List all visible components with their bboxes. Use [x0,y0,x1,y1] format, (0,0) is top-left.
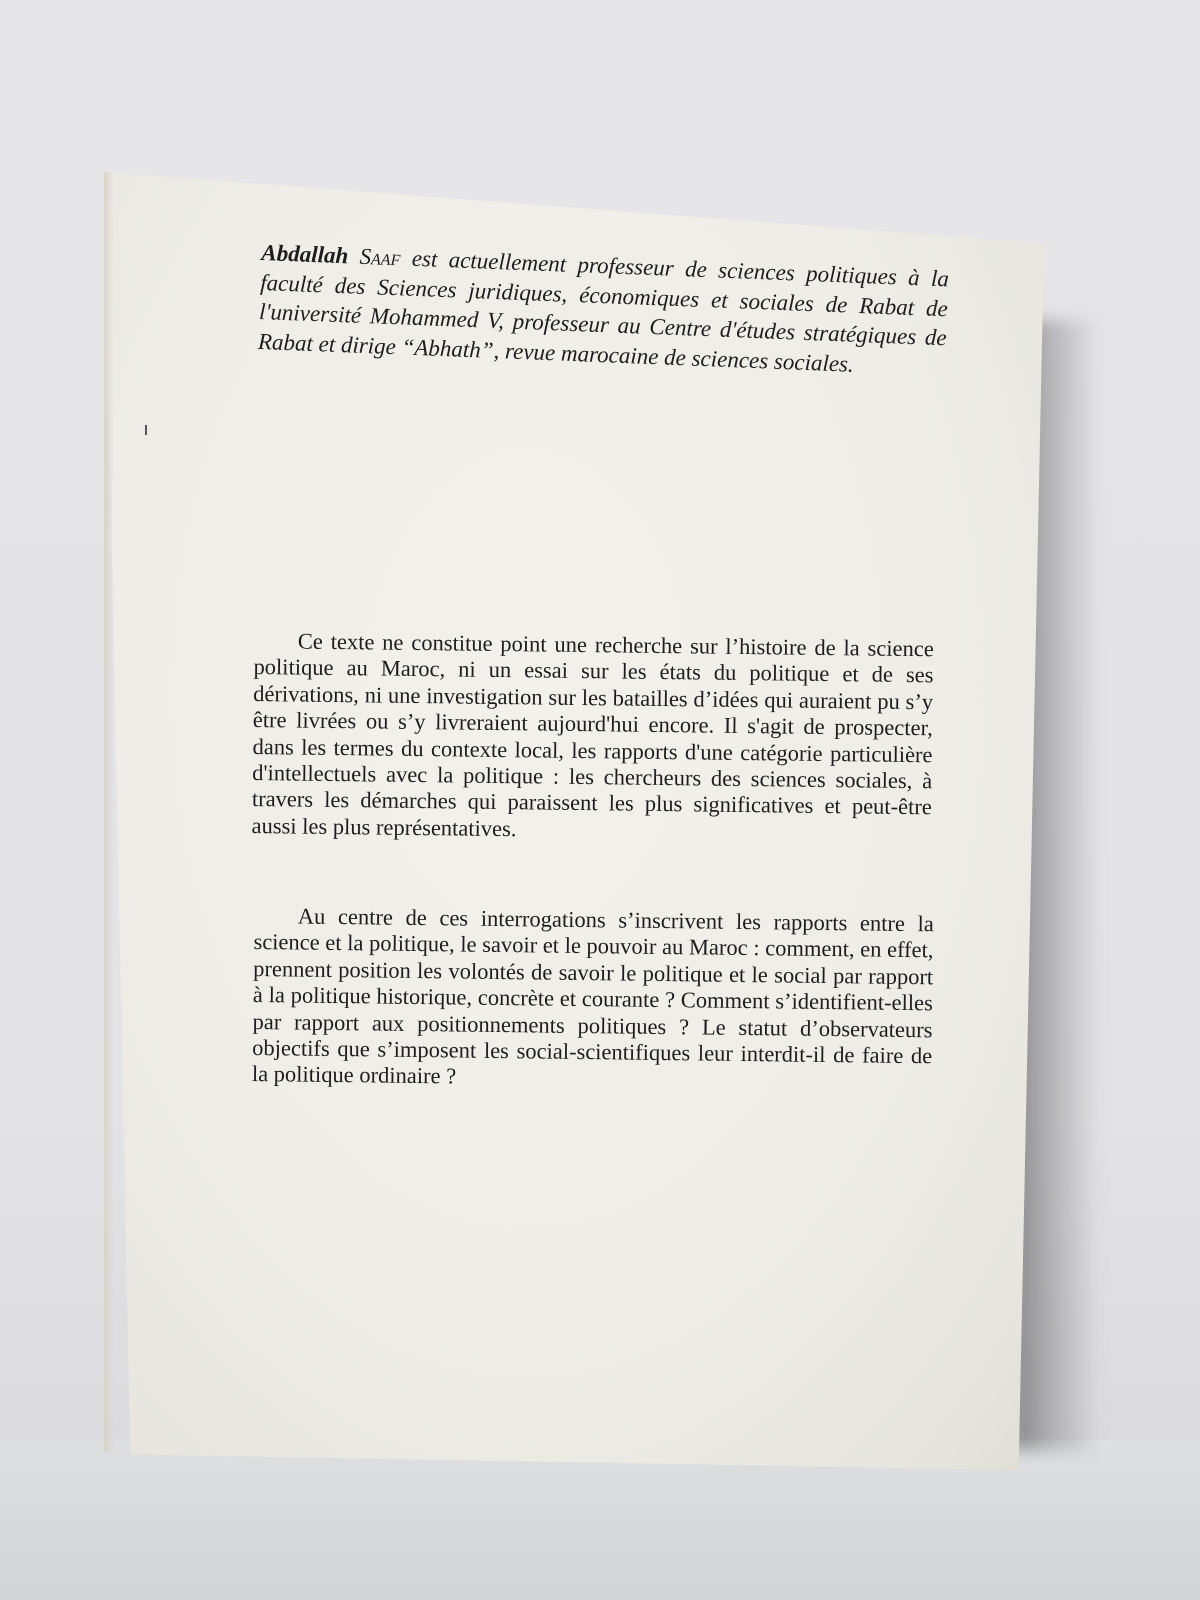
author-last-name: Saaf [359,243,401,271]
author-first-name: Abdallah [260,239,349,269]
blurb-paragraph-1 [251,628,934,848]
book-left-edge [104,172,114,1452]
shelf-surface [0,1440,1200,1600]
blurb-paragraph-2-text: Au centre de ces interrogations s’inscrivent les rapports entre la science et la politique, le savoir et le pouvoir au Maroc : comment, en effet, prennent position les volontés de savoir le politique et le social par rapport à la politique historique, concrète et courante ? Comment s’identifient-elles par rapport aux positionnements politiques ? Le statut d’observateurs objectifs que s’imposent les social-scientifiques leur interdit-il de faire de la politique ordinaire ? [251,903,934,1089]
blurb-paragraph-2 [252,903,934,1096]
author-bio-text: est actuellement professeur de sciences politiques à la faculté des Sciences juridiques, économiques et sociales de Rabat de l'université Mohammed V, professeur au Centre d'études stratégiques de Rabat et dirige “Abhath”, revue marocaine de sciences sociales. [257,245,950,377]
cover-mark [145,425,147,435]
blurb-paragraph-1-text: Ce texte ne constitue point une recherche sur l’histoire de la science politique au Maroc, ni un essai sur les états du politique et de ses dérivations, ni une investigation sur les batailles d’idées qui auraient pu s’y être livrées ou s’y livreraient aujourd'hui encore. Il s'agit de prospecter, dans les termes du contexte local, les rapports d'une catégorie particulière d'intellectuels avec la politique : les chercheurs des sciences sociales, à travers les démarches qui paraissent les plus significatives et peut-être aussi les plus représentatives. [251,628,934,842]
